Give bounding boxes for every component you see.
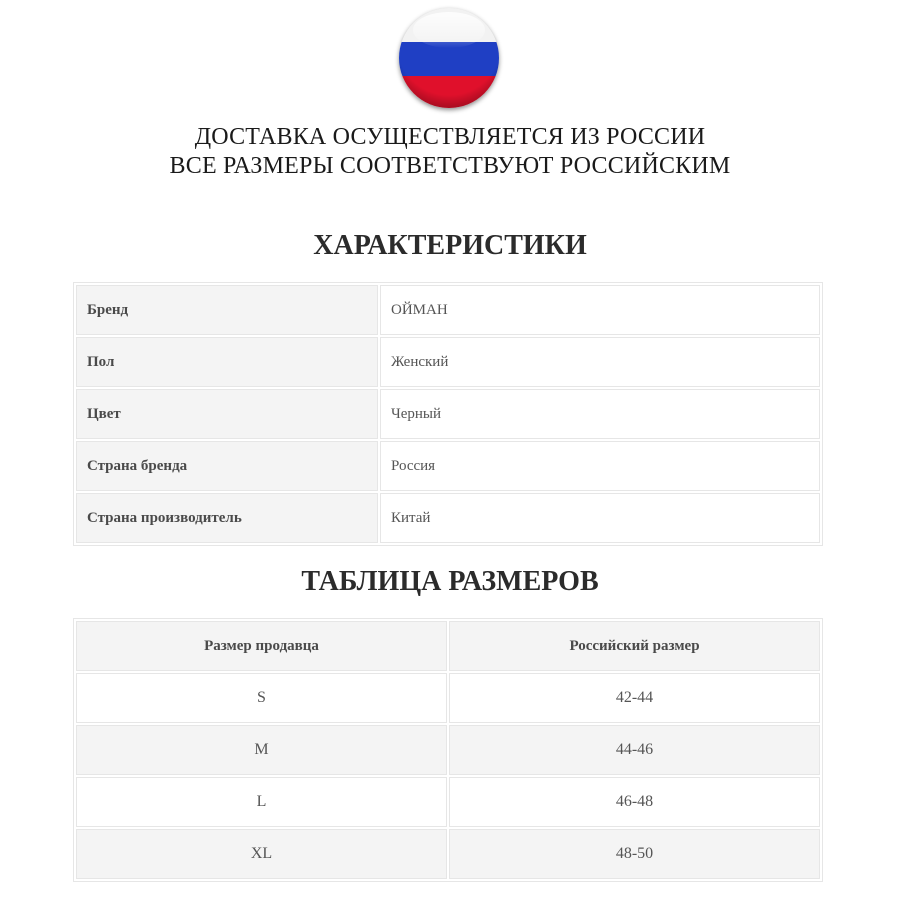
russian-size-cell: 48-50 xyxy=(449,829,820,879)
table-row xyxy=(76,285,820,335)
seller-size-cell: L xyxy=(76,777,447,827)
delivery-notice: ДОСТАВКА ОСУЩЕСТВЛЯЕТСЯ ИЗ РОССИИ xyxy=(194,124,706,150)
table-row xyxy=(76,441,820,491)
sizes-notice: ВСЕ РАЗМЕРЫ СООТВЕТСТВУЮТ РОССИЙСКИМ xyxy=(169,153,731,179)
table-row xyxy=(76,337,820,387)
table-header-row xyxy=(76,621,820,671)
russian-size-cell: 42-44 xyxy=(449,673,820,723)
spec-label: Бренд xyxy=(76,285,378,335)
spec-value: Россия xyxy=(380,441,820,491)
spec-label: Страна бренда xyxy=(76,441,378,491)
russian-size-cell: 44-46 xyxy=(449,725,820,775)
size-chart-table xyxy=(73,618,823,882)
seller-size-cell: S xyxy=(76,673,447,723)
seller-size-cell: M xyxy=(76,725,447,775)
column-header-russian-size: Российский размер xyxy=(449,621,820,671)
spec-value: Женский xyxy=(380,337,820,387)
spec-label: Страна производитель xyxy=(76,493,378,543)
column-header-seller-size: Размер продавца xyxy=(76,621,447,671)
spec-value: ОЙМАН xyxy=(380,285,820,335)
spec-label: Пол xyxy=(76,337,378,387)
table-row xyxy=(76,829,820,879)
specs-title: ХАРАКТЕРИСТИКИ xyxy=(313,230,587,261)
specs-table xyxy=(73,282,823,546)
table-row xyxy=(76,493,820,543)
table-row xyxy=(76,673,820,723)
russian-size-cell: 46-48 xyxy=(449,777,820,827)
table-row xyxy=(76,389,820,439)
spec-label: Цвет xyxy=(76,389,378,439)
russia-flag-icon xyxy=(399,8,499,108)
seller-size-cell: XL xyxy=(76,829,447,879)
table-row xyxy=(76,725,820,775)
size-chart-title: ТАБЛИЦА РАЗМЕРОВ xyxy=(301,566,599,597)
spec-value: Черный xyxy=(380,389,820,439)
spec-value: Китай xyxy=(380,493,820,543)
table-row xyxy=(76,777,820,827)
